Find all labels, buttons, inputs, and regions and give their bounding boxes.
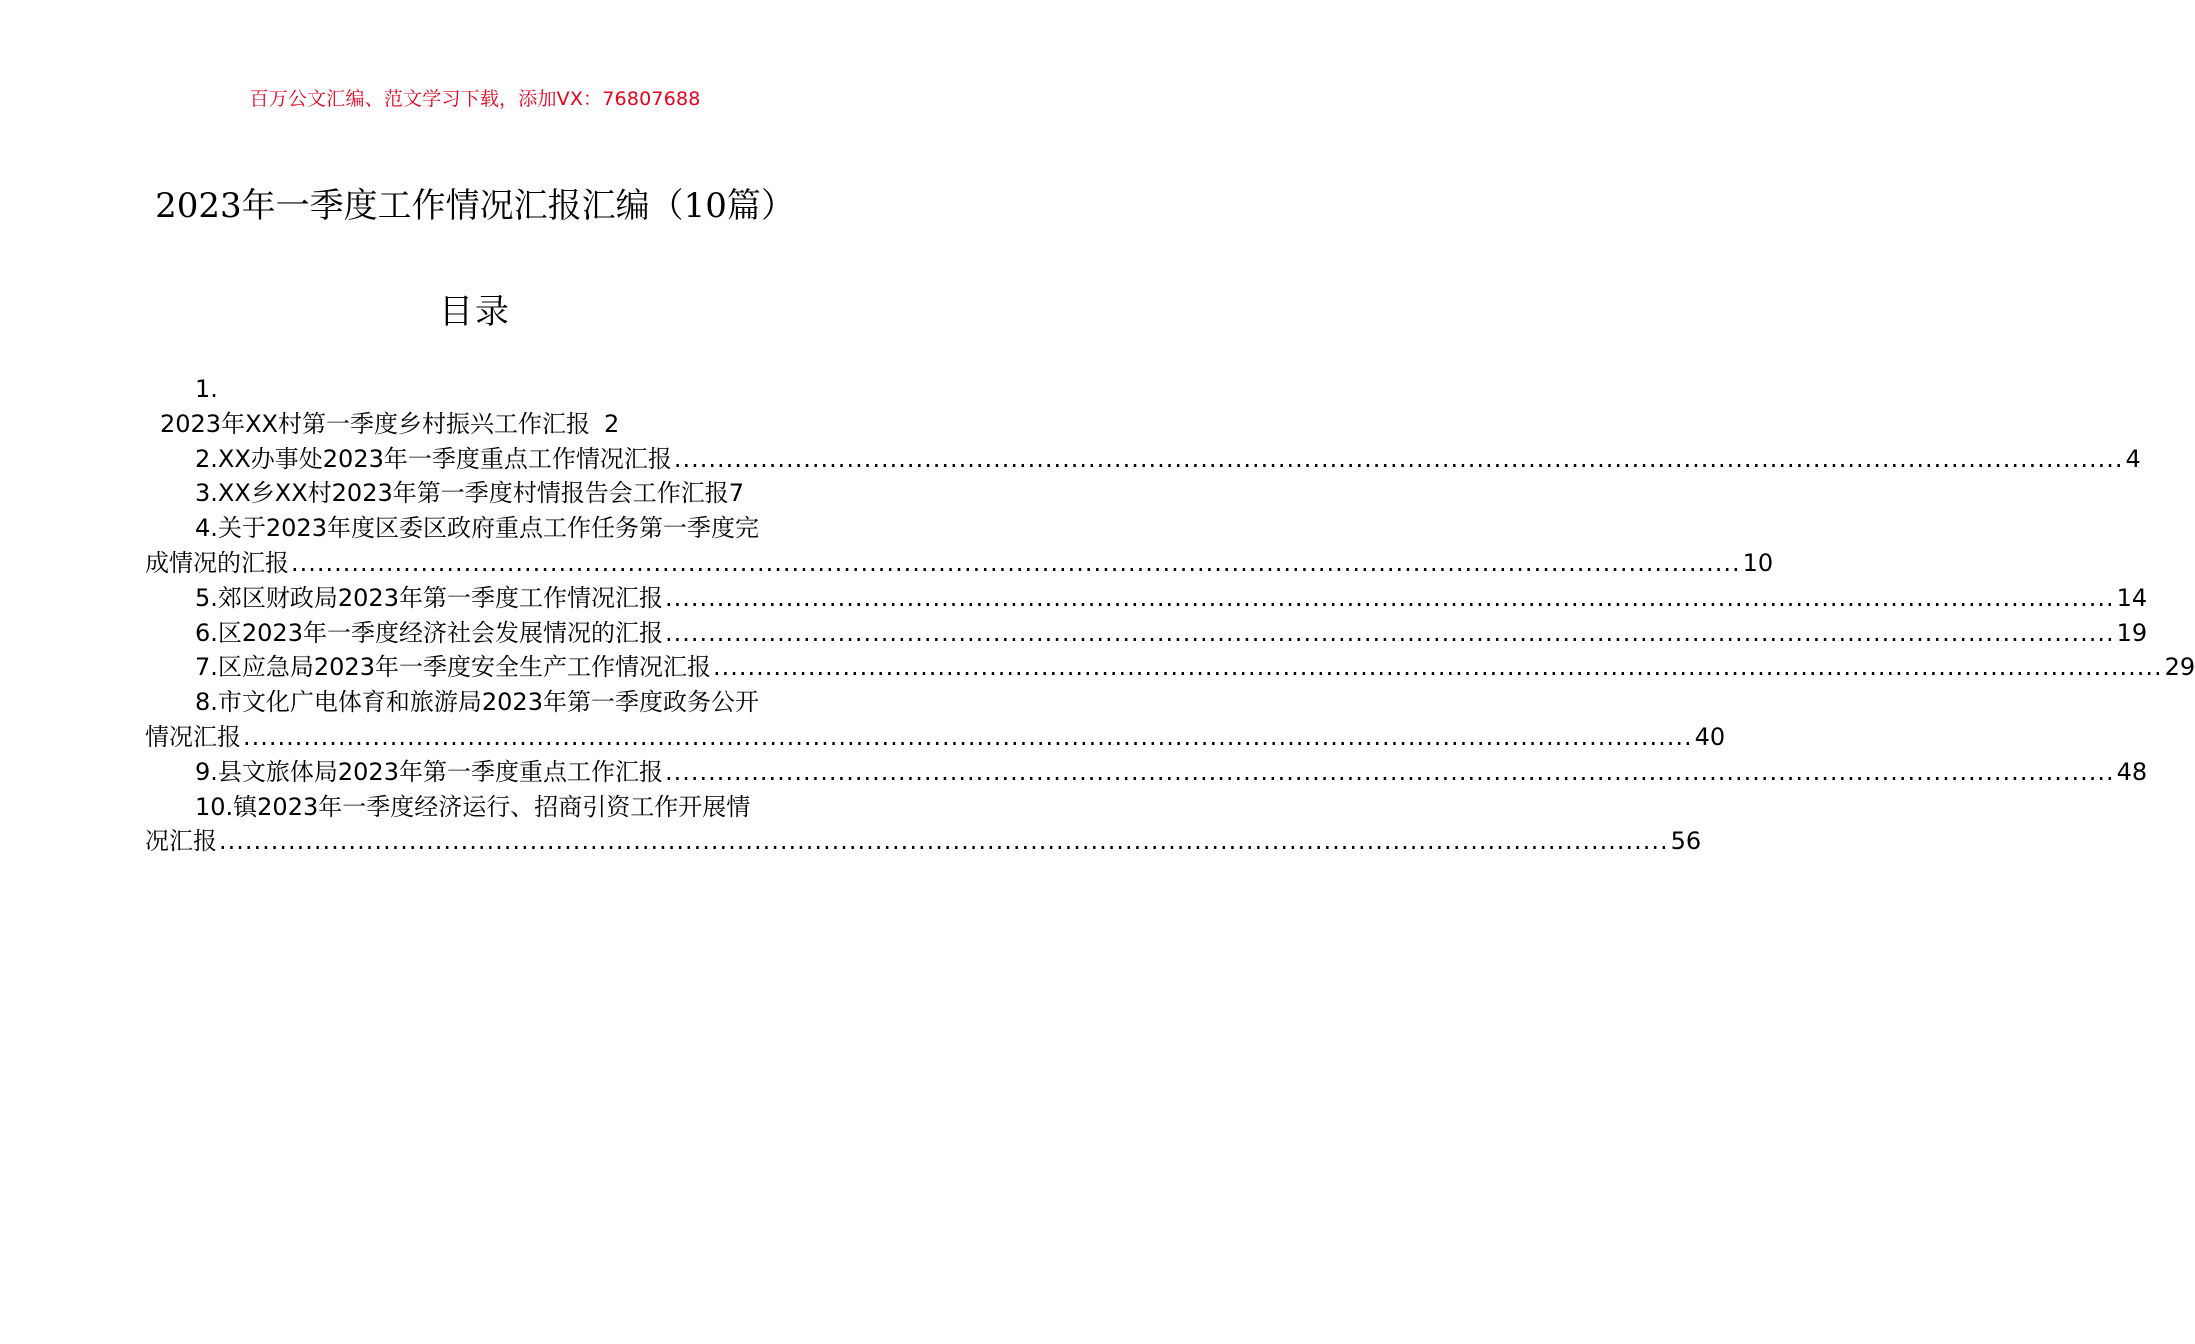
- toc-entry-page: 48: [2116, 757, 2148, 786]
- toc-leader-dots: [713, 650, 2163, 685]
- toc-leader-dots: [665, 616, 2115, 651]
- toc-entry-title: 5.郊区财政局2023年第一季度工作情况汇报: [195, 583, 663, 612]
- toc-entry-page: 14: [2116, 583, 2148, 612]
- toc-leader-dots: [291, 546, 1741, 581]
- toc-leader-dots: [674, 442, 2124, 477]
- toc-entry-6[interactable]: [145, 616, 2148, 651]
- toc-leader-dots: [665, 755, 2115, 790]
- toc-entry-title-cont: 况汇报: [145, 827, 217, 856]
- toc-entry-title: 8.市文化广电体育和旅游局2023年第一季度政务公开: [195, 688, 759, 717]
- toc-entry-1[interactable]: [145, 407, 807, 442]
- toc-leader-dots: [665, 581, 2115, 616]
- toc-entry-5[interactable]: [145, 581, 2148, 616]
- toc-entry-9[interactable]: [145, 755, 2148, 790]
- toc-entry-page: 40: [1694, 722, 1726, 751]
- toc-entry-title: 2023年XX村第一季度乡村振兴工作汇报: [160, 409, 590, 438]
- toc-entry-title-cont: 成情况的汇报: [145, 548, 289, 577]
- toc-entry-title: 9.县文旅体局2023年第一季度重点工作汇报: [195, 757, 663, 786]
- toc-entry-title: 10.镇2023年一季度经济运行、招商引资工作开展情: [195, 792, 751, 821]
- toc-heading: 目录: [439, 292, 511, 332]
- toc-entry-10-line1[interactable]: [145, 790, 807, 825]
- toc-entry-8-line1[interactable]: [145, 685, 807, 720]
- toc-entry-1-number[interactable]: [145, 372, 807, 407]
- toc-entry-number: 1.: [195, 375, 218, 403]
- toc-entry-page: 29: [2164, 653, 2195, 682]
- toc-entry-8-line2[interactable]: [145, 720, 1726, 755]
- toc-entry-title: 3.XX乡XX村2023年第一季度村情报告会工作汇报: [195, 479, 729, 508]
- table-of-contents: [145, 372, 2195, 859]
- toc-entry-3[interactable]: [145, 476, 807, 511]
- toc-leader-dots: [219, 824, 1669, 859]
- toc-entry-4-line2[interactable]: [145, 546, 1774, 581]
- toc-entry-7[interactable]: [145, 650, 2195, 685]
- toc-entry-title: 7.区应急局2023年一季度安全生产工作情况汇报: [195, 653, 711, 682]
- toc-entry-page: 10: [1742, 548, 1774, 577]
- toc-entry-title: 2.XX办事处2023年一季度重点工作情况汇报: [195, 444, 672, 473]
- toc-entry-title: 4.关于2023年度区委区政府重点工作任务第一季度完: [195, 514, 759, 543]
- toc-leader-dots: [243, 720, 1693, 755]
- toc-entry-10-line2[interactable]: [145, 824, 1702, 859]
- header-promo-note: 百万公文汇编、范文学习下载，添加VX：76807688: [249, 88, 701, 110]
- toc-entry-page: 4: [2125, 444, 2141, 473]
- toc-entry-page: 19: [2116, 618, 2148, 647]
- toc-entry-page: 2: [603, 409, 620, 438]
- toc-entry-page: 7: [728, 479, 745, 508]
- document-title: 2023年一季度工作情况汇报汇编（10篇）: [155, 186, 795, 226]
- toc-entry-2[interactable]: [145, 442, 2141, 477]
- toc-entry-4-line1[interactable]: [145, 511, 807, 546]
- toc-entry-page: 56: [1670, 827, 1702, 856]
- toc-entry-title-cont: 情况汇报: [145, 722, 241, 751]
- toc-entry-title: 6.区2023年一季度经济社会发展情况的汇报: [195, 618, 663, 647]
